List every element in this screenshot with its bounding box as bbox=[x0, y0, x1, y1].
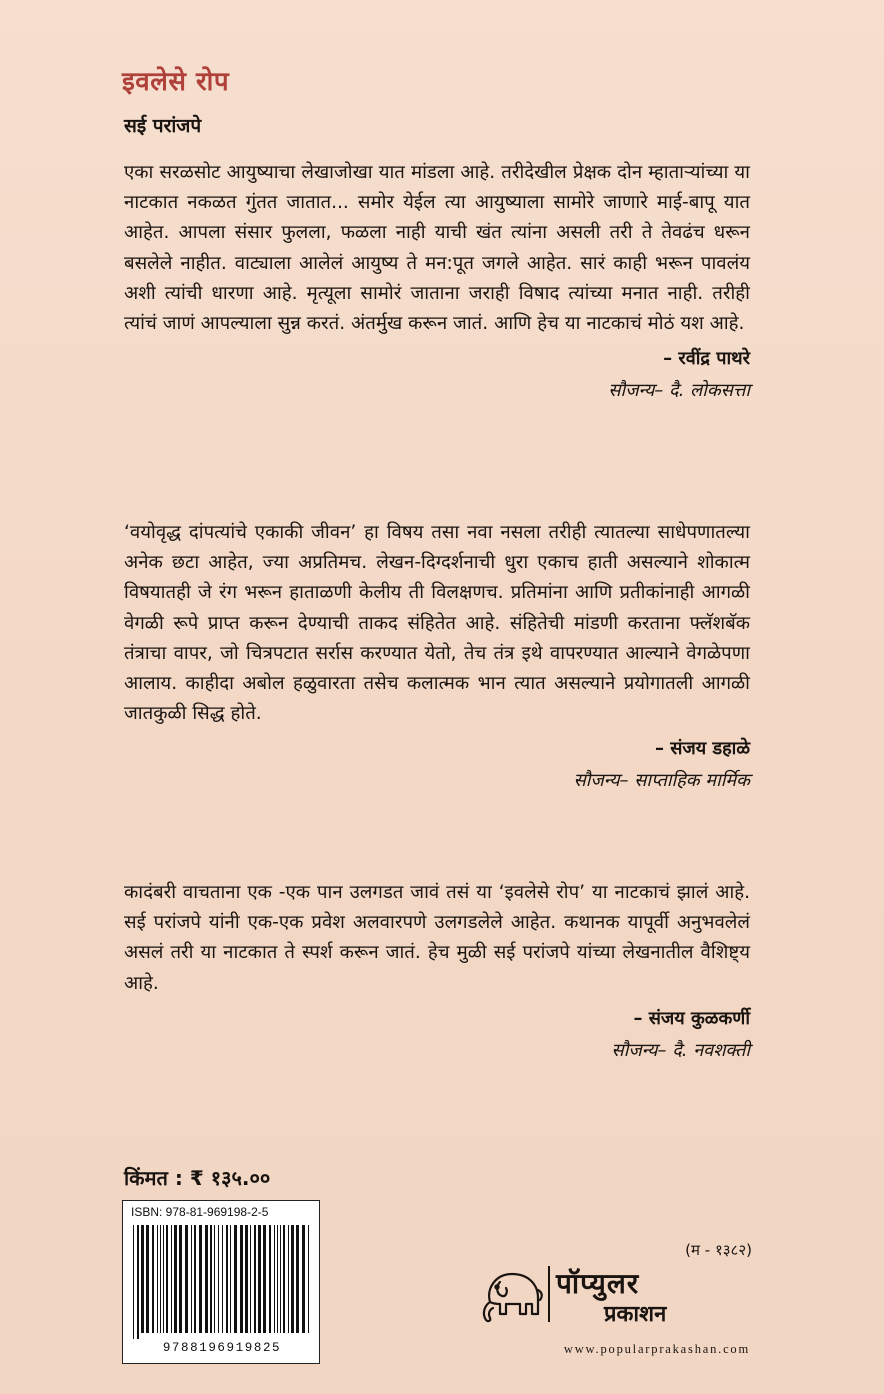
barcode-bar bbox=[157, 1225, 158, 1333]
review-3 bbox=[124, 878, 750, 1067]
logo-divider bbox=[548, 1266, 550, 1322]
barcode-bar bbox=[277, 1225, 278, 1333]
review-text: एका सरळसोट आयुष्याचा लेखाजोखा यात मांडला आहे. तरीदेखील प्रेक्षक दोन म्हाताऱ्यांच्या या नाटकात नकळत गुंतत जातात... समोर येईल त्या आयुष्याला सामोरे जाणारे माई-बापू यात आहेत. आपला संसार फुलला, फळला नाही याची खंत त्यांना असली तरी ते तेवढंच धरून बसलेले नाहीत. वाट्याला आलेलं आयुष्य ते मन:पूत जगले आहेत. सारं काही भरून पावलंय अशी त्यांची धारणा आहे. मृत्यूला सामोरं जाताना जराही विषाद त्यांच्या मनात नाही. तरीही त्यांचं जाणं आपल्याला सुन्न करतं. अंतर्मुख करून जातं. आणि हेच या नाटकाचं मोठं यश आहे. bbox=[124, 162, 750, 335]
review-courtesy: सौजन्य– दै. नवशक्ती bbox=[611, 1039, 750, 1061]
barcode-digits: 9788196919825 bbox=[162, 1341, 282, 1355]
review-1 bbox=[124, 158, 750, 407]
barcode-bar bbox=[179, 1225, 182, 1333]
barcode-bar bbox=[163, 1225, 164, 1333]
barcode-bar bbox=[308, 1225, 309, 1333]
barcode-bar bbox=[230, 1225, 231, 1333]
barcode-bar bbox=[296, 1225, 299, 1333]
review-courtesy: सौजन्य– साप्ताहिक मार्मिक bbox=[573, 770, 750, 792]
publisher-name: पॉप्युलर bbox=[556, 1267, 640, 1300]
barcode-bar bbox=[214, 1225, 215, 1333]
barcode-bar bbox=[240, 1225, 243, 1333]
barcode-bar bbox=[146, 1225, 149, 1333]
review-courtesy: सौजन्य– दै. लोकसत्ता bbox=[608, 380, 750, 402]
price-label: किंमत : ₹ १३५.०० bbox=[124, 1166, 271, 1190]
barcode-bar bbox=[254, 1225, 256, 1333]
barcode-bars bbox=[129, 1223, 315, 1341]
review-2 bbox=[124, 518, 750, 797]
barcode-bar bbox=[291, 1225, 294, 1333]
publisher-logo bbox=[476, 1262, 756, 1332]
barcode-bar bbox=[199, 1225, 202, 1333]
barcode-bar bbox=[288, 1225, 289, 1333]
barcode-bar bbox=[137, 1225, 139, 1339]
barcode-bar bbox=[174, 1225, 177, 1333]
barcode-bar bbox=[269, 1225, 271, 1333]
barcode-bar bbox=[141, 1225, 144, 1333]
barcode-bar bbox=[133, 1225, 134, 1339]
publisher-website: www.popularprakashan.com bbox=[563, 1342, 750, 1356]
barcode-bar bbox=[166, 1225, 168, 1333]
barcode-bar bbox=[226, 1225, 228, 1333]
reviewer-name: – रवींद्र पाथरे bbox=[663, 348, 750, 370]
barcode-bar bbox=[160, 1225, 161, 1333]
barcode-bar bbox=[205, 1225, 208, 1333]
catalog-number: (म - १३८२) bbox=[685, 1241, 752, 1259]
publisher-subtitle: प्रकाशन bbox=[604, 1302, 667, 1327]
elephant-icon bbox=[476, 1262, 546, 1328]
reviewer-name: – संजय कुळकर्णी bbox=[633, 1007, 750, 1029]
review-text: कादंबरी वाचताना एक -एक पान उलगडत जावं तसं या ‘इवलेसे रोप’ या नाटकाचं झालं आहे. सई परांजपे यांनी एक-एक प्रवेश अलवारपणे उलगडलेले आहेत. कथानक यापूर्वी अनुभवलेलं असलं तरी या नाटकात ते स्पर्श करून जातं. हेच मुळी सई परांजपे यांच्या लेखनातील वैशिष्ट्य आहे. bbox=[124, 882, 750, 994]
barcode-bar bbox=[185, 1225, 188, 1333]
author-name: सई परांजपे bbox=[124, 115, 202, 137]
barcode-bar bbox=[222, 1225, 223, 1333]
barcode-bar bbox=[283, 1225, 285, 1333]
barcode-bar bbox=[258, 1225, 261, 1333]
barcode-bar bbox=[194, 1225, 196, 1333]
barcode-bar bbox=[245, 1225, 248, 1333]
isbn-number: ISBN: 978-81-969198-2-5 bbox=[131, 1205, 269, 1219]
barcode-bar bbox=[263, 1225, 266, 1333]
barcode-bar bbox=[302, 1225, 305, 1333]
review-text: ‘वयोवृद्ध दांपत्यांचे एकाकी जीवन’ हा विषय तसा नवा नसला तरीही त्यातल्या साधेपणातल्या अनेक छटा आहेत, ज्या अप्रतिमच. लेखन-दिग्दर्शनाची धुरा एकाच हाती असल्याने शोकात्म विषयातही जे रंग भरून हाताळणी केलीय ती विलक्षणच. प्रतिमांना आणि प्रतीकांनाही आगळी वेगळी रूपे प्राप्त करून देण्याची ताकद संहितेत आहे. संहितेची मांडणी करताना फ्लॅशबॅक तंत्राचा वापर, जो चित्रपटात सर्रास करण्यात येतो, तेच तंत्र इथे वापरण्यात आल्याने वेगळेपणा आलाय. काहीदा अबोल हळुवारता तसेच कलात्मक भान त्यात असल्याने प्रयोगातली आगळी जातकुळी सिद्ध होते. bbox=[124, 522, 750, 725]
barcode-bar bbox=[280, 1225, 281, 1333]
book-title: इवलेसे रोप bbox=[122, 67, 230, 97]
barcode-bar bbox=[274, 1225, 275, 1333]
barcode-bar bbox=[191, 1225, 192, 1333]
reviewer-name: – संजय डहाळे bbox=[654, 738, 750, 760]
barcode-bar bbox=[210, 1225, 212, 1333]
barcode-bar bbox=[218, 1225, 219, 1333]
barcode-bar bbox=[234, 1225, 237, 1333]
barcode-bar bbox=[250, 1225, 251, 1333]
barcode-bar bbox=[152, 1225, 154, 1333]
barcode-bar bbox=[171, 1225, 172, 1333]
barcode bbox=[122, 1200, 320, 1364]
